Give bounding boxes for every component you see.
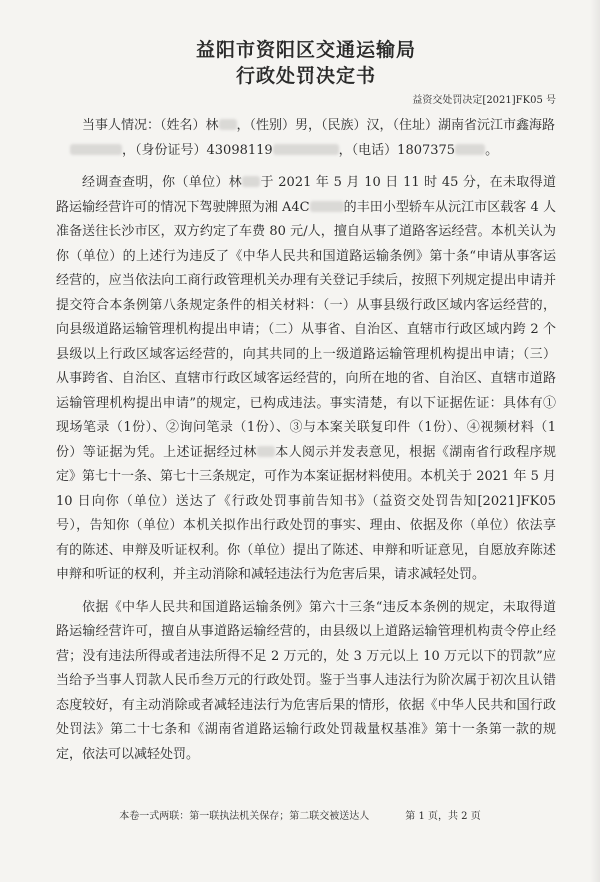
- document-title: 行政处罚决定书: [235, 65, 376, 87]
- party-name-label: 当事人情况：（姓名）林: [82, 118, 219, 133]
- party-info: [56, 114, 556, 139]
- document-number: 益资交处罚决定[2021]FK05 号: [412, 95, 556, 106]
- facts-paragraph: 经调查查明，你（单位）林 于 2021 年 5 月 10 日 11 时 45 分，在未取得道路运输经营许可的情况下驾驶牌照为湘 A4C 的丰田小型轿车从沅江市区载客 4 人准备送往长沙市区，双方约定了车费 80 元/人，擅自从事了道路客运经营。本机关认为你（单位）的上述行为违反了《中华人民共和国道路运输条例》第十条“申请从事客运经营的，应当依法向工商行政管理机关办理有关登记手续后，按照下列规定提出申请并提交符合本条例第八条规定条件的相关材料：（一）从事县级行政区域内客运经营的，向县级道路运输管理机构提出申请；（二）从事省、自治区、直辖市行政区域内跨 2 个县级以上行政区域客运经营的，向其共同的上一级道路运输管理机构提出申请；（三）从事跨省、自治区、直辖市行政区域客运经营的，向所在地的省、自治区、直辖市道路运输管理机构提出申请”的规定，已构成违法。事实清楚，有以下证据佐证：具体有①现场笔录（1份）、②询问笔录（1份）、③与本案关联复印件（1份）、④视频材料（1份）等证据为凭。上述证据经过林 本人阅示并发表意见，根据《湖南省行政程序规定》第七十一条、第七十三条规定，可作为本案证据材料使用。本机关于 2021 年 5 月 10 日向你（单位）送达了《行政处罚事前告知书》（益资交处罚告知[2021]FK05 号），告知你（单位）本机关拟作出行政处罚的事实、理由、依据及你（单位）依法享有的陈述、申辩及听证权利。你（单位）提出了陈述、申辩和听证意见，自愿放弃陈述申辩和听证的权利，并主动消除和减轻违法行为危害后果，请求减轻处罚。: [56, 175, 556, 582]
- redacted-name-3: [257, 446, 275, 457]
- redacted-phone: [455, 144, 485, 155]
- page-number: 第 1 页，共 2 页: [405, 811, 481, 822]
- party-info-cont: ，（身份证号）43098119 ，（电话）1807375 。: [56, 139, 556, 164]
- page-shadow: [590, 0, 600, 882]
- legal-basis-paragraph: 依据《中华人民共和国道路运输条例》第六十三条“违反本条例的规定，未取得道路运输经营许可，擅自从事道路运输经营的，由县级以上道路运输管理机构责令停止经营；没有违法所得或者违法所得不足 2 万元的，处 3 万元以上 10 万元以下的罚款”应当给予当事人罚款人民币叁万元的行政处罚。鉴于当事人违法行为阶次属于初次且认错态度较好，有主动消除或者减轻违法行为危害后果的情形，依据《中华人民共和国行政处罚法》第二十七条和《湖南省道路运输行政处罚裁量权基准》第十一条第一款的规定，依法可以减轻处罚。: [56, 599, 556, 762]
- redacted-name: [219, 119, 237, 130]
- redacted-name-2: [242, 176, 260, 187]
- redacted-id: [273, 144, 339, 155]
- copies-note: 本卷一式两联：第一联执法机关保存；第二联交被送达人: [119, 811, 370, 822]
- redacted-address: [70, 144, 122, 155]
- party-details: ，（性别）男，（民族）汉，（住址）湖南省沅江市鑫海路: [236, 118, 556, 133]
- agency-title: 益阳市资阳区交通运输局: [195, 39, 416, 61]
- page-footer: [0, 810, 600, 824]
- party-phone-label: ，（电话）1807375: [338, 142, 456, 158]
- party-id-label: ，（身份证号）43098119: [122, 142, 273, 158]
- redacted-plate: [310, 201, 344, 212]
